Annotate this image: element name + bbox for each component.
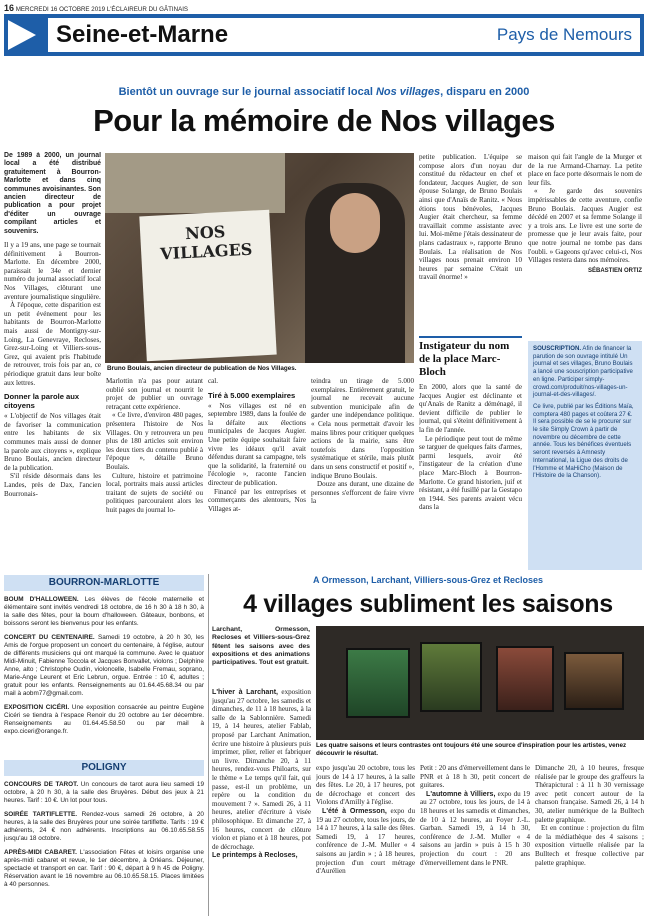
region-title: Pays de Nemours bbox=[496, 25, 632, 44]
date-line: MERCREDI 16 OCTOBRE 2019 L'ÉCLAIREUR DU GÂTINAIS bbox=[15, 6, 189, 13]
main-col5-p1: petite publication. L'équipe se compose alors d'un noyau dur constitué du rédacteur en chef et fondateur, Jacques Augier, de son épouse Solange, de Bruno Boulais ainsi que d'Anaïs de Ranitz. « Nous étions tous bénévoles, Jacques Augier était chercheur, sa femme travaillait comme assistante avec lui. Moi-même j'étais dessinateur de plans cadastraux », rapporte Bruno Boulais. La réalisation de Nos villages nous prenait environ 10 heures par semaine C'était un travail énorme! » bbox=[419, 153, 522, 282]
main-photo bbox=[105, 153, 414, 363]
separator bbox=[208, 574, 209, 916]
main-intro: De 1989 à 2000, un journal local a été distribué gratuitement à Bourron-Marlotte et dans cinq communes avoisinantes. Son ancien directeur de publication a pour projet d'éditer un ouvrage compilant articles et souvenirs. bbox=[4, 152, 101, 235]
main-col-2 bbox=[106, 377, 203, 570]
second-col3-label: L'automne à Villiers, bbox=[426, 789, 496, 798]
main-col1-p1: Il y a 19 ans, une page se tournait définitivement à Bourron-Marlotte. En décembre 2000, paraissait le 34e et dernier numéro du journal associatif local Nos Villages, clôturant une aventure journalistique singulière. bbox=[4, 241, 101, 301]
main-col4-p2: Douze ans durant, une dizaine de personnes s'efforcent de faire vivre la bbox=[311, 480, 414, 506]
second-col1-p2 bbox=[212, 851, 311, 860]
brief-item-text: Rendez-vous samedi 26 octobre, à 20 heures, à la salle des Bruyères pour une soirée tartiflette. Tarifs : 19 € adhérents, 24 € non adhérents. Inscriptions au 06.10.65.58.55 jusqu'au 18 octobre. bbox=[4, 811, 204, 842]
second-col-3 bbox=[420, 764, 530, 916]
second-col-1 bbox=[212, 688, 311, 916]
brief-item-label: CONCERT DU CENTENAIRE. bbox=[4, 634, 95, 641]
main-col5-rest bbox=[419, 383, 522, 512]
brief-item bbox=[4, 596, 204, 628]
brief-title-poligny: POLIGNY bbox=[4, 760, 204, 776]
second-col3-p1: Petit : 20 ans d'émerveillement dans le PNR et à 18 h 30, petit concert de guitares. bbox=[420, 764, 530, 790]
second-col3-text: expo du 19 au 27 octobre, tous les jours, de 14 à 18 heures et les samedis et dimanches, de 10 à 12 heures, au Foyer J.-L. Garban. Samedi 19, à 14 h 30, conférence de J.-M. Muller « 4 saisons au jardin » puis à 15 h 30 projection du court : 20 ans d'émerveillement dans le PNR. bbox=[420, 789, 530, 867]
subscription-text-2: Ce livre, publié par les Éditions Maïa, comptera 480 pages et coûtera 27 €. Il sera possible de se le procurer sur le site Simply Crown à partir de novembre ou décembre de cette année. Tous les bénéfices éventuels seront reversés à Amnesty International, la Ligue des droits de l'Homme et MaHiCho (Maison de l'Histoire de la Chanson). bbox=[533, 402, 634, 480]
main-col-4 bbox=[311, 377, 414, 570]
second-col-4 bbox=[535, 764, 644, 916]
brief-item-text: Un concours de tarot aura lieu samedi 19 octobre, à 20 h 30, à la salle des Bruyères. Début des jeux à 21 heures. Tarif : 10 €. Un lot pour tous. bbox=[4, 781, 204, 804]
second-col2-p2 bbox=[316, 807, 415, 876]
main-col3-p3: Financé par les entreprises et commerçants des alentours, Nos Villages at- bbox=[208, 487, 306, 513]
second-intro: Larchant, Ormesson, Recloses et Villiers-sous-Grez fêtent les saisons avec des expositions et des animations participatives. Tout est gratuit. bbox=[212, 626, 310, 667]
main-sub2: Tiré à 5.000 exemplaires bbox=[208, 390, 296, 400]
main-col-1 bbox=[4, 152, 101, 570]
main-col4-p1: teindra un tirage de 5.000 exemplaires. Entièrement gratuit, le journal ne recevait aucune subvention municipale afin de garder une indépendance politique. « Cela nous permettait d'avoir les mains libres pour critiquer quelques actions de la mairie, sans être toutefois dans l'opposition systématique et stérile, mais plutôt dans un sens constructif et positif », indique Bruno Boulais. bbox=[311, 377, 414, 480]
photo-caption: Bruno Boulais, ancien directeur de publication de Nos Villages. bbox=[107, 365, 297, 372]
second-col1-label: L'hiver à Larchant, bbox=[212, 688, 279, 696]
newspaper-prop bbox=[139, 210, 276, 362]
second-kicker: A Ormesson, Larchant, Villiers-sous-Grez et Recloses bbox=[312, 575, 544, 585]
brief-item bbox=[4, 634, 204, 698]
brief-item-label: APRÈS-MIDI CABARET. bbox=[4, 849, 77, 856]
brief-item-text: Une exposition consacrée au peintre Eugène Cicéri se tiendra à l'espace Renoir du 20 octobre au 1er décembre. Renseignements au 01.64.45.58.50 ou par mail à expo.ciceri@orange.fr. bbox=[4, 704, 204, 735]
main-col1-p3: « L'objectif de Nos villages était de favoriser la communication entre les habitants de six communes mais aussi de donner la parole aux citoyens », explique Bruno Boulais, ancien directeur de la publication. bbox=[4, 412, 101, 472]
main-col2-p2: « Ce livre, d'environ 480 pages, présentera l'histoire de Nos Villages. On y retrouvera un peu plus de 180 articles soit environ les deux tiers du contenu publié à l'époque », détaille Bruno Boulais. bbox=[106, 411, 203, 471]
brief-item-text: Les élèves de l'école maternelle et élémentaire sont invités vendredi 18 octobre, de 16 h 30 à 18 h 30, à la salle des fêtes, pour la boum d'halloween. Gâteaux, bonbons, et boissons seront les bienvenus pour les enfants. bbox=[4, 596, 204, 627]
painting-4 bbox=[564, 652, 624, 710]
subscription-body: Afin de financer la parution de son ouvrage intitulé Un journal et ses villages, Bruno Boulais a lancé une souscription participative en ligne. Participer simply-crowd.com/produit/nos-villages-un-journal-et-des-villages/. bbox=[533, 345, 633, 399]
second-col1-text: exposition jusqu'au 27 octobre, les samedis et dimanches, de 11 à 18 heures, à la salle de la Sablonnière. Samedi 19, à 14 heures, atelier Fablab, proposé par Larchant Animation, écrire une histoire à plusieurs puis imprimer, plier, relier et fabriquer un livre. Dimanche 20, à 11 heures, rendez-vous Philoarts, sur le thème « Le temps qu'il fait, qui passe, est-il un problème, un repère ou la condition du mouvement ? ». Samedi 26, à 11 heures, atelier d'écriture à visée philosophique. Et dimanche 27, à 16 heures, concert de clôture violon et piano et à 18 heures, pot de décrochage. bbox=[212, 688, 311, 851]
brief-poligny bbox=[4, 781, 204, 916]
page-number: 16 bbox=[4, 3, 15, 13]
sub3-box bbox=[419, 336, 522, 380]
gallery-photo bbox=[316, 626, 644, 740]
main-col1-p2: À l'époque, cette disparition est un petit événement pour les habitants de Bourron-Marlotte mais aussi de Montigny-sur-Loing, La Genevraye, Recloses, Grez-sur-Loing et Villiers-sous-Grez, qui avaient pris l'habitude de retrouver, trois fois par an, ce périodique gratuit dans leur boîte aux lettres. bbox=[4, 301, 101, 387]
brief-item-text: Samedi 19 octobre, à 20 h 30, les Amis de l'orgue proposent un concert du centenaire, à l'église, autour de différents musiciens qui ont marqué la commune. Avec le quatuor Midi-Minuit, Fabienne Toccola et Jacques Bonvallet, violons ; Delphine Anne, alto ; Christophe Oudin, violoncelle, Isabelle Fremau, soprano, Marie-Ange Leurent et Eric Lebrun, orgue. Entrée : 10 €, adultes ; gratuit pour les enfants. Renseignements au 01.64.45.68.34 ou par mail à aobm77@gmail.com. bbox=[4, 634, 204, 697]
subscription-text bbox=[533, 345, 637, 399]
brief-item-label: BOUM D'HALLOWEEN. bbox=[4, 596, 79, 603]
main-col5-p2: En 2000, alors que la santé de Jacques Augier est déclinante et qu'Anaïs de Ranitz a déménagé, il devient difficile de publier le journal, qui s'éteint définitivement à la fin de l'année. bbox=[419, 383, 522, 434]
main-col5-p3: Le périodique peut tout de même se targuer de quelques faits d'armes, parmi lesquels, avoir été l'instigateur de la création d'une place Marc-Bloch à Bourron-Marlotte. Ce grand historien, juif et résistant, a été fusillé par la Gestapo en 1944. Ses parents avaient vécu dans la bbox=[419, 434, 522, 512]
brief-item bbox=[4, 704, 204, 736]
main-col-5 bbox=[419, 153, 522, 570]
brief-item bbox=[4, 849, 204, 889]
second-col2-text: expo du 19 au 27 octobre, tous les jours, de 14 à 17 heures, à la salle des fêtes. Samedi 19, à 17 heures, conférence de J.-M. Muller « 4 saisons au jardin » ; à 18 heures, projection d'un court métrage d'Aurélien bbox=[316, 806, 415, 876]
page-header bbox=[4, 3, 644, 13]
brief-item bbox=[4, 781, 204, 805]
triangle-icon bbox=[8, 20, 36, 50]
second-col2-p1: expo jusqu'au 20 octobre, tous les jours de 14 à 17 heures, à la salle des fêtes. Le 20, à 17 heures, pot de décrochage et concert des Violons d'Amilly à l'église. bbox=[316, 764, 415, 807]
main-col-3 bbox=[208, 377, 306, 570]
main-col6-p2: « Je garde des souvenirs impérissables de cette aventure, confie Bruno Boulais. Jacques Augier est décédé en 2007 et sa femme Solange il y a trois ans. Le livre est une sorte de promesse que je leur avais faite, pour que notre journal ne tombe pas dans l'oubli. » Gageons qu'avec celui-ci, Nos Villages restera dans nos mémoires. bbox=[528, 187, 642, 265]
main-col2-p1: Marlottin n'a pas pour autant oublié son journal et nourrit le projet de publier un ouvrage retraçant cette expérience. bbox=[106, 377, 203, 411]
gallery-caption: Les quatre saisons et leurs contrastes ont toujours été une source d'inspiration pour les artistes, venez découvrir le résultat. bbox=[316, 742, 627, 757]
section-title-box bbox=[48, 18, 640, 52]
subscription-label: SOUSCRIPTION. bbox=[533, 345, 582, 352]
main-col1-p4: S'il réside désormais dans les Landes, près de Dax, l'ancien Bourronais- bbox=[4, 472, 101, 498]
second-col3-p2 bbox=[420, 790, 530, 867]
main-col3-p2: « Nos villages est né en septembre 1989, dans la foulée de la défaite aux élections municipales de Jacques Augier. Une petite équipe souhaitait faire vivre les idéaux qu'il avait défendus durant sa campagne, tels que la solidarité, la fraternité ou l'écologie », raconte l'ancien directeur de publication. bbox=[208, 401, 306, 487]
photo-face bbox=[330, 193, 380, 253]
brief-item-text: L'association Fêtes et loisirs organise une après-midi cabaret et revue, le 1er décembre, à Orléans. Déjeuner, spectacle et transport en car. Tarif : 90 €, départ à 9 h 45 de Poligny. Réservation avant le 16 novembre au 06.10.65.58.15. Places limitées à 40 personnes. bbox=[4, 849, 204, 888]
second-col2-label: L'été à Ormesson, bbox=[322, 806, 387, 815]
main-col6-p1: maison qui fait l'angle de la Murger et de la rue Armand-Charnay. La petite place en face porte désormais le nom de leur fils. bbox=[528, 153, 642, 187]
kicker-prefix: Bientôt un ouvrage sur le journal associatif local bbox=[118, 86, 376, 98]
kicker-suffix: , disparu en 2000 bbox=[440, 86, 530, 98]
painting-2 bbox=[420, 642, 482, 712]
main-sub3: Instigateur du nom de la place Marc-Bloch bbox=[419, 340, 510, 378]
painting-1 bbox=[346, 648, 410, 718]
main-col3-p1: cal. bbox=[208, 377, 219, 385]
painting-3 bbox=[496, 646, 554, 712]
second-col-2 bbox=[316, 764, 415, 916]
brief-item-label: EXPOSITION CICÉRI. bbox=[4, 704, 70, 711]
second-headline: 4 villages subliment les saisons bbox=[243, 590, 613, 618]
section-title: Seine-et-Marne bbox=[56, 21, 229, 48]
byline: SÉBASTIEN ORTIZ bbox=[587, 267, 642, 274]
section-banner bbox=[4, 14, 644, 56]
main-col-6 bbox=[528, 153, 642, 570]
brief-item-label: SOIRÉE TARTIFLETTE. bbox=[4, 811, 78, 818]
brief-title-bourron: BOURRON-MARLOTTE bbox=[4, 575, 204, 591]
main-col2-p3: Culture, histoire et patrimoine local, portraits mais aussi articles traitant de sujets de société ou politiques parcouraient alors les huit pages du journal lo- bbox=[106, 471, 203, 514]
main-kicker bbox=[0, 86, 648, 98]
second-col1-label2: Le printemps à Recloses, bbox=[212, 851, 298, 860]
brief-item bbox=[4, 811, 204, 843]
second-col4-p2: Et en continue : projection du film de la médiathèque des 4 saisons ; exposition virtuelle réalisée par la Bulltech et fresque collective par palette graphique. bbox=[535, 824, 644, 867]
second-col1-p1 bbox=[212, 688, 311, 851]
photo-window bbox=[105, 153, 285, 213]
main-sub1: Donner la parole aux citoyens bbox=[4, 392, 80, 411]
brief-bourron bbox=[4, 596, 204, 752]
newspaper-title: NOS VILLAGES bbox=[159, 222, 253, 264]
main-headline: Pour la mémoire de Nos villages bbox=[93, 103, 555, 138]
subscription-box bbox=[528, 341, 642, 570]
second-col4-p1: Dimanche 20, à 10 heures, fresque réalisée par le groupe des graffeurs la Thérapictural : à 11 h 30 vernissage avec petit concert autour de la chanson française. Samedi 26, à 14 h 30, atelier numérique de la Bulltech palette graphique. bbox=[535, 764, 644, 824]
kicker-em: Nos villages bbox=[375, 86, 441, 98]
brief-item-label: CONCOURS DE TAROT. bbox=[4, 781, 79, 788]
